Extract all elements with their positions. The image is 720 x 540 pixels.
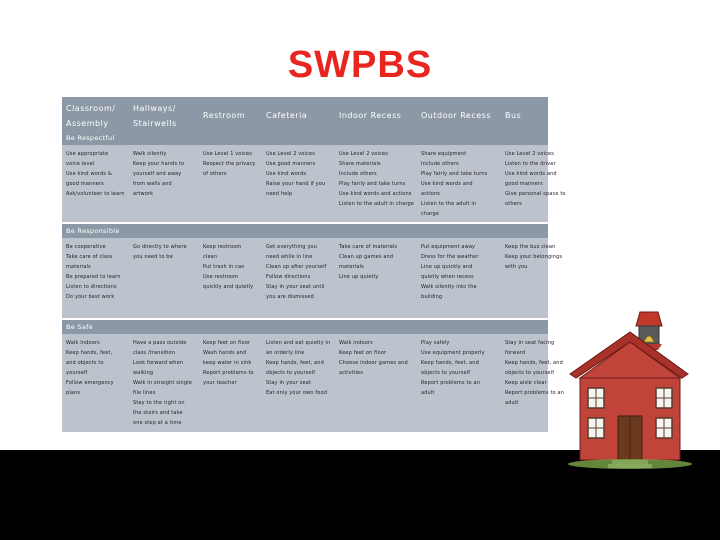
cell-text-line: you need to be: [133, 254, 173, 260]
cell-text-line: Use kind words: [266, 171, 307, 177]
cell-text-line: Take care of materials: [339, 244, 398, 250]
cell-text-line: Use kind words and actions: [339, 191, 412, 197]
cell-text-line: Eat only your own food: [266, 390, 328, 396]
table-row: [62, 334, 565, 432]
cell-text-line: objects to yourself: [421, 370, 471, 376]
page-title: SWPBS: [287, 44, 433, 86]
cell-text-line: keep water in sink: [203, 360, 252, 366]
cell-text-line: Walk silently into the: [421, 284, 477, 290]
cell-restroom: [199, 334, 262, 432]
cell-text-line: file lines: [133, 390, 156, 396]
cell-classroom: [62, 238, 129, 318]
cell-text-line: Walk indoors: [339, 340, 373, 346]
cell-classroom: [62, 334, 129, 432]
cell-hallways: [129, 238, 199, 318]
cell-hallways: [129, 334, 199, 432]
cell-text-line: one step at a time: [133, 420, 182, 426]
cell-text-line: forward: [505, 350, 526, 356]
cell-text-line: materials: [339, 264, 364, 270]
cell-text-line: Take care of class: [66, 254, 113, 260]
cell-text-line: adult: [505, 400, 519, 406]
cell-text-line: Include others: [421, 161, 459, 167]
cell-text-line: Stay in your seat until: [266, 284, 325, 290]
cell-text-line: Clean up after yourself: [266, 264, 327, 270]
cell-text-line: Stay to the right on: [133, 400, 185, 406]
cell-text-line: Keep restroom: [203, 244, 242, 250]
cell-text-line: Use appropriate: [66, 151, 109, 157]
cell-text-line: Stay in your seat: [266, 380, 311, 386]
cell-text-line: Keep hands, feet, and: [505, 360, 563, 366]
cell-text-line: Walk silently: [133, 151, 167, 157]
cell-text-line: Walk in straight single: [133, 380, 192, 386]
cell-text-line: need help: [266, 191, 293, 197]
cell-text-line: Report problems to an: [421, 380, 481, 386]
header-text: Assembly: [66, 119, 109, 128]
cell-text-line: Keep your belongings: [505, 254, 563, 260]
cell-text-line: Dress for the weather: [421, 254, 479, 260]
cell-text-line: Keep hands, feet,: [66, 350, 113, 356]
cell-text-line: the stairs and take: [133, 410, 183, 416]
schoolhouse-icon: [566, 298, 692, 470]
cell-text-line: others: [505, 201, 522, 207]
cell-text-line: Go directly to where: [133, 244, 187, 250]
cell-text-line: Use kind words and: [421, 181, 473, 187]
header-text: Stairwells: [133, 119, 177, 128]
cell-text-line: activities: [339, 370, 364, 376]
cell-bus: [501, 334, 565, 432]
table-row: [62, 145, 566, 222]
cell-text-line: Use kind words &: [66, 171, 112, 177]
cell-indoor-recess: [335, 334, 417, 432]
table-row: [62, 238, 563, 318]
cell-text-line: Play fairly and take turns: [339, 181, 406, 187]
cell-text-line: Keep hands, feet, and: [266, 360, 324, 366]
cell-text-line: objects to yourself: [505, 370, 555, 376]
cell-text-line: Walk indoors: [66, 340, 100, 346]
cell-text-line: Use good manners: [266, 161, 316, 167]
cell-text-line: of others: [203, 171, 227, 177]
cell-text-line: Use Level 2 voices: [505, 151, 555, 157]
cell-bus: [501, 145, 566, 222]
cell-text-line: Use restroom: [203, 274, 239, 280]
cell-text-line: an orderly line: [266, 350, 305, 356]
cell-text-line: Keep your hands to: [133, 161, 185, 167]
cell-text-line: actions: [421, 191, 441, 197]
cell-text-line: Play safely: [421, 340, 450, 346]
cell-text-line: materials: [66, 264, 91, 270]
swpbs-matrix-table: [62, 97, 566, 432]
header-indoor-recess: Indoor Recess: [339, 111, 402, 120]
cell-indoor-recess: [335, 145, 417, 222]
cell-text-line: Listen and eat quietly in: [266, 340, 331, 346]
cell-text-line: quickly and quietly: [203, 284, 254, 290]
cell-text-line: Respect the privacy: [203, 161, 256, 167]
cell-text-line: need while in line: [266, 254, 313, 260]
header-outdoor-recess: Outdoor Recess: [421, 111, 491, 120]
cell-text-line: Get everything you: [266, 244, 317, 250]
cell-text-line: Wash hands and: [203, 350, 247, 356]
cell-text-line: Look forward when: [133, 360, 184, 366]
cell-text-line: Listen to the driver: [505, 161, 556, 167]
cell-text-line: Give personal space to: [505, 191, 566, 197]
cell-text-line: Keep feet on floor: [339, 350, 387, 356]
cell-text-line: Share equipment: [421, 151, 467, 157]
cell-text-line: Clean up games and: [339, 254, 394, 260]
cell-indoor-recess: [335, 238, 417, 318]
cell-text-line: clean: [203, 254, 218, 260]
cell-text-line: Do your best work: [66, 294, 115, 300]
table-body: [62, 131, 566, 432]
cell-text-line: Keep hands, feet, and: [421, 360, 479, 366]
cell-text-line: Use Level 2 voices: [339, 151, 389, 157]
cell-text-line: Use Level 1 voices: [203, 151, 253, 157]
cell-text-line: class /transition: [133, 350, 176, 356]
cell-restroom: [199, 145, 262, 222]
cell-cafeteria: [262, 334, 335, 432]
cell-text-line: Line up quickly and: [421, 264, 473, 270]
header-text: Hallways/: [133, 104, 176, 113]
cell-text-line: with you: [505, 264, 528, 270]
cell-text-line: building: [421, 294, 443, 300]
cell-text-line: good manners: [505, 181, 543, 187]
cell-text-line: Use equipment properly: [421, 350, 485, 356]
cell-text-line: artwork: [133, 191, 154, 197]
section-label: Be Respectful: [62, 131, 548, 145]
cell-text-line: Follow emergency: [66, 380, 114, 386]
cell-hallways: [129, 145, 199, 222]
cell-text-line: Include others: [339, 171, 377, 177]
cell-text-line: from walls and: [133, 181, 172, 187]
cell-text-line: Ask/volunteer to learn: [66, 191, 125, 197]
cell-text-line: Keep the bus clean: [505, 244, 556, 250]
cell-text-line: and objects to: [66, 360, 104, 366]
cell-cafeteria: [262, 145, 335, 222]
header-restroom: Restroom: [203, 111, 246, 120]
cell-text-line: Have a pass outside: [133, 340, 187, 346]
cell-text-line: Stay in seat facing: [505, 340, 555, 346]
cell-outdoor-recess: [417, 145, 501, 222]
cell-text-line: charge: [421, 211, 440, 217]
cell-bus: [501, 238, 563, 318]
cell-text-line: Keep aisle clear: [505, 380, 547, 386]
cell-restroom: [199, 238, 262, 318]
cell-text-line: Choose indoor games and: [339, 360, 408, 366]
cell-text-line: adult: [421, 390, 435, 396]
cell-text-line: objects to yourself: [266, 370, 316, 376]
cell-text-line: voice level: [66, 161, 95, 167]
section-label: Be Responsible: [62, 224, 548, 238]
cell-text-line: yourself: [66, 370, 88, 376]
cell-text-line: Keep feet on floor: [203, 340, 251, 346]
cell-text-line: Use Level 2 voices: [266, 151, 316, 157]
cell-text-line: Use kind words and: [505, 171, 557, 177]
cell-text-line: your teacher: [203, 380, 237, 386]
section-label: Be Safe: [62, 320, 548, 334]
cell-cafeteria: [262, 238, 335, 318]
cell-text-line: Listen to the adult in: [421, 201, 477, 207]
header-bus: Bus: [505, 111, 522, 120]
cell-text-line: Report problems to an: [505, 390, 565, 396]
cell-text-line: Raise your hand if you: [266, 181, 326, 187]
cell-text-line: good manners: [66, 181, 104, 187]
cell-text-line: Listen to directions: [66, 284, 117, 290]
cell-classroom: [62, 145, 129, 222]
cell-text-line: Share materials: [339, 161, 381, 167]
header-classroom: [62, 97, 129, 131]
cell-text-line: Put trash in can: [203, 264, 245, 270]
header-cafeteria: Cafeteria: [266, 111, 308, 120]
cell-text-line: Line up quietly: [339, 274, 379, 280]
cell-text-line: Put equipment away: [421, 244, 476, 250]
cell-text-line: plans: [66, 390, 81, 396]
cell-text-line: you are dismissed: [266, 294, 314, 300]
cell-text-line: yourself and away: [133, 171, 182, 177]
cell-text-line: Report problems to: [203, 370, 254, 376]
cell-text-line: Be cooperative: [66, 244, 106, 250]
cell-text-line: quietly when recess: [421, 274, 474, 280]
cell-text-line: walking: [133, 370, 154, 376]
cell-outdoor-recess: [417, 334, 501, 432]
cell-text-line: Listen to the adult in charge: [339, 201, 415, 207]
cell-text-line: Follow directions: [266, 274, 311, 280]
cell-text-line: Be prepared to learn: [66, 274, 121, 280]
table-header-row: [62, 97, 548, 131]
header-hallways: [129, 97, 199, 131]
cell-outdoor-recess: [417, 238, 501, 318]
header-text: Classroom/: [66, 104, 116, 113]
cell-text-line: Play fairly and take turns: [421, 171, 488, 177]
